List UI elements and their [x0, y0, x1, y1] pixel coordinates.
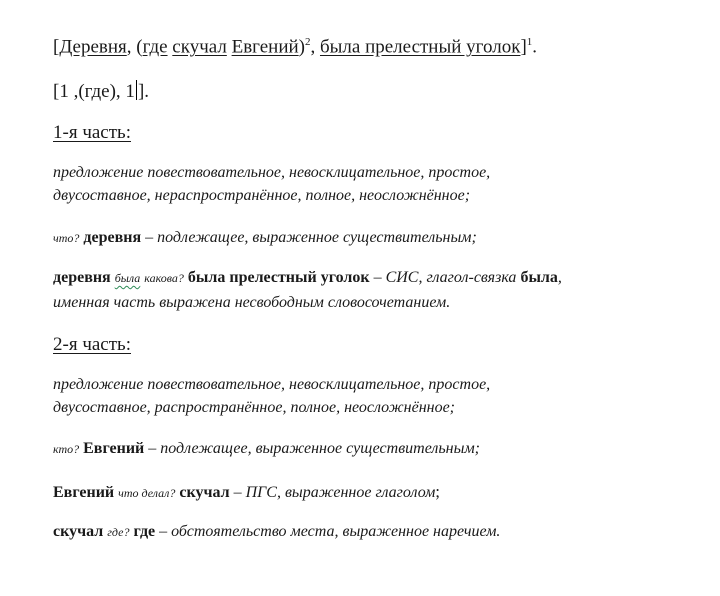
formula-text: [1 ,(где), 1: [53, 81, 135, 102]
part1-desc-line1: предложение повествовательное, невосклицательное, простое,: [53, 164, 491, 181]
formula-end: ].: [137, 81, 150, 102]
part2-adv-word: скучал: [53, 523, 104, 540]
dash: –: [369, 269, 386, 286]
part2-subject-question: кто?: [53, 442, 80, 456]
part1-subject-line: [53, 229, 477, 247]
dash: –: [155, 523, 172, 540]
sentence-scheme: [53, 36, 537, 58]
part2-pred-question: что делал?: [118, 486, 176, 500]
part2-pred-subject: Евгений: [53, 484, 115, 501]
part1-subject-desc: подлежащее, выраженное существительным;: [157, 229, 477, 246]
close-bracket: ]: [520, 36, 527, 58]
part1-desc-line2: двусоставное, нераспространённое, полное, неосложнённое;: [53, 187, 471, 204]
part1-pred-desc: СИС, глагол-связка: [385, 269, 517, 286]
part2-adv-desc: обстоятельство места, выраженное наречием.: [171, 523, 501, 540]
dash: –: [141, 229, 158, 246]
text-cursor: [136, 80, 137, 100]
open-bracket: [: [53, 36, 60, 58]
part1-pred-link: была: [520, 269, 558, 286]
part2-desc-line2: двусоставное, распространённое, полное, неосложнённое;: [53, 399, 455, 416]
part2-pred-desc: ПГС, выраженное глаголом: [245, 484, 436, 501]
part1-pred-question-word: была: [114, 271, 141, 285]
scheme-comma-2: ,: [310, 36, 316, 58]
part1-heading: 1-я часть:: [53, 122, 131, 143]
part1-pred-subject: деревня: [53, 269, 111, 286]
part2-predicate-line: [53, 482, 440, 502]
scheme-sup-1: 1: [526, 36, 533, 48]
dash: –: [144, 440, 161, 457]
scheme-period: .: [532, 36, 538, 58]
part1-pred-question: какова?: [144, 271, 184, 285]
part1-predicate-line: [53, 269, 562, 287]
scheme-part1-rest: была прелестный уголок: [319, 36, 521, 58]
part2-heading: 2-я часть:: [53, 334, 131, 355]
part1-pred-phrase: была прелестный уголок: [187, 269, 370, 286]
part1-subject-question: что?: [53, 231, 80, 245]
semicolon: ;: [435, 482, 441, 501]
part2-adv-target: где: [133, 523, 156, 540]
scheme-paren-open: (: [136, 36, 143, 58]
scheme-subject: Евгений: [231, 36, 299, 58]
scheme-comma-1: ,: [126, 36, 132, 58]
part2-subject-word: Евгений: [83, 440, 145, 457]
part2-desc-line1: предложение повествовательное, невосклицательное, простое,: [53, 376, 491, 393]
sentence-formula[interactable]: [53, 80, 149, 103]
scheme-where: где: [142, 36, 168, 58]
part1-subject-word: деревня: [83, 229, 142, 246]
part1-pred-desc-line2: именная часть выражена несвободным словосочетанием.: [53, 294, 451, 311]
part2-subject-desc: подлежащее, выраженное существительным;: [160, 440, 480, 457]
scheme-verb: скучал: [172, 36, 227, 58]
scheme-sup-2: 2: [304, 36, 311, 48]
part2-adverbial-line: [53, 523, 500, 541]
comma: ,: [557, 269, 562, 286]
part2-pred-word: скучал: [179, 484, 230, 501]
scheme-paren-close: ): [298, 36, 305, 58]
scheme-part1-word: Деревня: [59, 36, 127, 58]
dash: –: [229, 484, 246, 501]
part2-adv-question: где?: [107, 525, 130, 539]
part2-subject-line: [53, 440, 480, 458]
